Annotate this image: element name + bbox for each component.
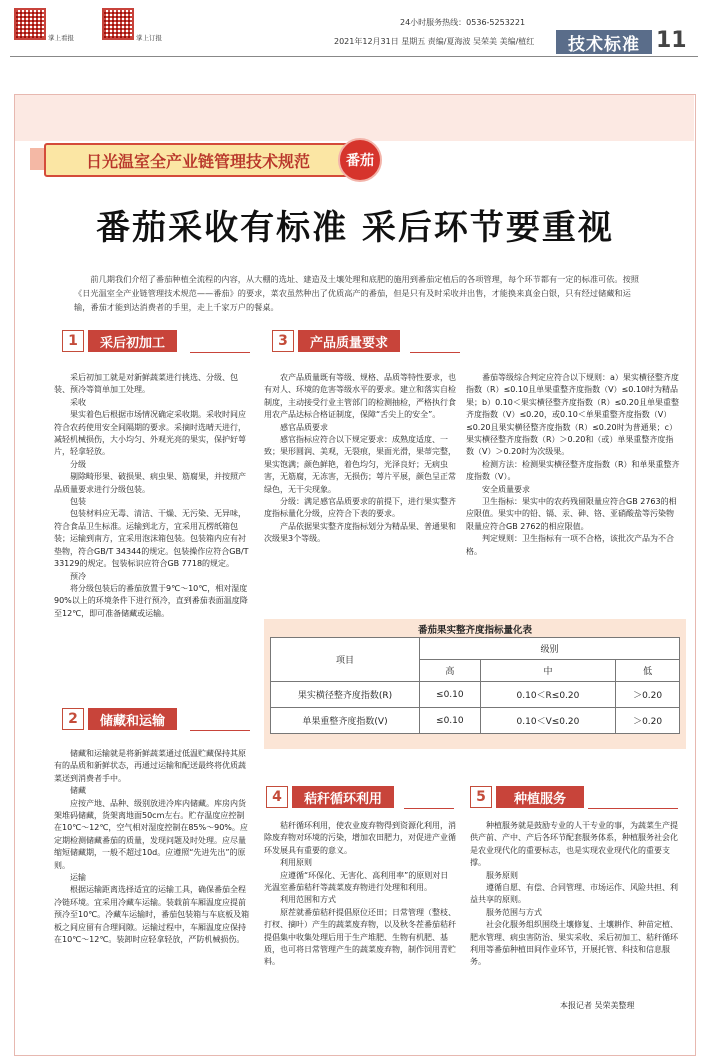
section-1-rule	[190, 352, 250, 353]
section-5-header	[470, 786, 584, 808]
section-4-title: 秸秆循环利用	[292, 786, 394, 808]
uniformity-table	[270, 637, 680, 734]
paragraph: 应遵循“环保化、无害化、高利用率”的原则对日光温室番茄秸秆等蔬菜废弃物进行处理和利用。	[264, 870, 449, 893]
paragraph: 社会化服务组织围绕土壤修复、土壤耕作、种苗定植、肥水管理、病虫害防治、果实采收、采后初加工、秸秆循环利用等番茄种植田间作业环节，开展托管、科技和信息服务。	[470, 920, 678, 967]
paragraph: 秸秆循环利用，使农业废弃物得到资源化利用，消除废弃物对环境的污染，增加农田肥力，对促进产业循环发展具有重要的意义。	[264, 821, 456, 855]
section-tab: 技术标准	[556, 30, 652, 54]
table-grade-low: 低	[616, 660, 680, 682]
section-1-title: 采后初加工	[88, 330, 177, 352]
table-row	[271, 708, 680, 734]
paragraph: 根据运输距离选择适宜的运输工具，确保番茄全程冷链环境。宜采用冷藏车运输。装载前车厢温度应提前预冷至10℃。冷藏车运输时，番茄包装箱与车底板及箱板之间应留有合理间隙。运输过程中，车厢温度应保持在10℃～12℃。装卸时应轻拿轻放，严防机械损伤。	[54, 885, 250, 945]
table-cell: 0.10＜R≤0.20	[480, 682, 616, 708]
tomato-badge: 番茄	[338, 138, 382, 182]
section-1-number: 1	[62, 330, 84, 352]
section-4-number: 4	[266, 786, 288, 808]
table-grade-high: 高	[420, 660, 481, 682]
headline: 番茄采收有标准 采后环节要重视	[96, 208, 614, 248]
subheading: 服务范围与方式	[486, 907, 542, 917]
section-5-title: 种植服务	[496, 786, 584, 808]
qr-code-right[interactable]	[102, 8, 134, 40]
table-row	[271, 682, 680, 708]
table-row-name: 单果重整齐度指数(V)	[271, 708, 420, 734]
section-3-number: 3	[272, 330, 294, 352]
paragraph: 检测方法：检测果实横径整齐度指数（R）和单果重整齐度指数（V）。	[466, 459, 680, 482]
subheading: 服务原则	[486, 870, 518, 880]
col1-top-text	[54, 372, 250, 620]
paragraph: 包装材料应无毒、清洁、干燥、无污染、无异味，符合食品卫生标准。运输到北方，宜采用瓦楞纸箱包装；运输到南方，宜采用泡沫箱包装。包装箱内应有衬垫物，符合GB/T 34344的规定。包装操作应符合GB/T 33129的规定。包装标识应符合GB 7718的规定。	[54, 509, 249, 569]
hotline: 24小时服务热线：0536-5253221	[400, 18, 526, 27]
subheading: 储藏	[70, 786, 86, 796]
paragraph: 应按产地、品种、级别放进冷库内储藏。库房内货架堆码储藏，货架离地面50cm左右。贮存温度应控制在10℃～12℃，空气相对湿度控制在85%～90%。应定期检测储藏番茄的质量，发现问题及时处理。应尽量缩短储藏期，一般不超过10d。应遵照“先进先出”的原则。	[54, 798, 248, 870]
paragraph: 感官指标应符合以下规定要求：成熟度适度、一致；果形圆润、美观，无裂痕，果面光滑，果蒂完整，果实饱满；颜色鲜艳，着色均匀，光泽良好；无病虫害，无筋腐，无冻害，无损伤；萼片平展，颜色呈正常绿色，无干尖现象。	[264, 435, 456, 494]
section-2-number: 2	[62, 708, 84, 730]
col2-top-text	[264, 372, 456, 546]
reporter-byline: 本报记者 吴荣美整理	[560, 1001, 635, 1010]
section-4-rule	[404, 808, 454, 809]
subheading: 分级	[70, 459, 86, 469]
table-cell: ≤0.10	[420, 708, 481, 734]
table-cell: ＞0.20	[616, 682, 680, 708]
table-header-grade: 级别	[420, 638, 680, 660]
table-cell: ＞0.20	[616, 708, 680, 734]
section-2-title: 储藏和运输	[88, 708, 177, 730]
section-4-header	[266, 786, 394, 808]
paragraph: 将分级包装后的番茄放置于9℃～10℃，相对湿度90%以上的环境条件下进行预冷，直到番茄表面温度降至12℃，即可准备储藏或运输。	[54, 583, 248, 618]
qr-code-left[interactable]	[14, 8, 46, 40]
col3-bottom-text	[470, 820, 680, 969]
paragraph: 卫生指标：果实中的农药残留限量应符合GB 2763的相应限值。果实中的铅、镉、汞、砷、铬、亚硝酸盐等污染物限量应符合GB 2762的相应限值。	[466, 497, 677, 531]
section-2-rule	[190, 730, 250, 731]
series-title: 日光温室全产业链管理技术规范	[44, 143, 352, 177]
paragraph: 种植服务就是鼓励专业的人干专业的事，为蔬菜生产提供产前、产中、产后各环节配套服务体系，种植服务社会化是农业现代化的重要标志，也是实现农业现代化的重要支撑。	[470, 821, 678, 868]
paragraph: 番茄等级综合判定应符合以下规则：a）果实横径整齐度指数（R）≤0.10且单果重整齐度指数（V）≤0.10时为精品果；b）0.10＜果实横径整齐度指数（R）≤0.20且单果重整齐度指数（V）≤0.20，或0.10＜单果重整齐度指数（V）≤0.20且果实横径整齐度指数（R）≤0.20时为普通果；c）果实横径整齐度指数（R）＞0.20和（或）单果重整齐度指数（V）＞0.20时为次级果。	[466, 373, 679, 457]
section-1-header	[62, 330, 177, 352]
subheading: 利用原则	[280, 858, 312, 868]
table-header-item: 项目	[271, 638, 420, 682]
date-line: 2021年12月31日 星期五 责编/夏海波 吴荣美 美编/植红	[334, 37, 535, 46]
paragraph: 遵循自愿、有偿、合同管理、市场运作、风险共担、利益共享的原则。	[470, 883, 678, 905]
col3-top-text	[466, 372, 680, 558]
col1-bottom-text	[54, 748, 250, 947]
paragraph: 储藏和运输就是将新鲜蔬菜通过低温贮藏保持其原有的品质和新鲜状态，再通过运输和配送最终将优质蔬菜送到消费者手中。	[54, 749, 246, 783]
table-row-name: 果实横径整齐度指数(R)	[271, 682, 420, 708]
subheading: 感官品质要求	[280, 422, 328, 432]
col2-bottom-text	[264, 820, 456, 969]
section-2-header	[62, 708, 177, 730]
section-3-title: 产品质量要求	[298, 330, 400, 352]
subheading: 采收	[70, 397, 86, 407]
section-3-header	[272, 330, 400, 352]
paragraph: 分级：满足感官品质要求的前提下，进行果实整齐度指标量化分级，应符合下表的要求。	[264, 497, 456, 519]
qr-right-label: 掌上订报	[136, 34, 162, 42]
paragraph: 农产品质量既有等级、规格、品质等特性要求，也有对人、环境的危害等级水平的要求。建立和落实自检制度，主动接受行业主管部门的检测抽检，严格执行食用农产品达标合格证制度，保障“舌尖上的安全”。	[264, 373, 456, 420]
header-rule	[10, 56, 698, 57]
subheading: 运输	[70, 873, 86, 883]
qr-left-label: 掌上看报	[48, 34, 74, 42]
paragraph: 判定规则：卫生指标有一项不合格，该批次产品为不合格。	[466, 534, 674, 556]
subheading: 安全质量要求	[482, 484, 530, 494]
paragraph: 果实着色后根据市场情况确定采收期。采收时间应符合农药使用安全间隔期的要求。采摘时选晴天进行，减轻机械损伤，大小均匀、外观光亮的果实，保护好萼片，轻拿轻放。	[54, 410, 246, 457]
subheading: 预冷	[70, 571, 86, 581]
table-cell: 0.10＜V≤0.20	[480, 708, 616, 734]
paragraph: 原茬就番茄秸秆提倡原位还田；日常管理（整枝、打杈、摘叶）产生的蔬菜废弃物，以及秋冬茬番茄秸秆提倡集中收集处理后用于生产堆肥、生物有机肥、基质，也可将日常管理产生的蔬菜废弃物，制作饲用青贮料。	[264, 907, 456, 967]
table-title: 番茄果实整齐度指标量化表	[417, 625, 532, 636]
paragraph: 剔除畸形果、破损果、病虫果、筋腐果，并按照产品质量要求进行分级包装。	[54, 472, 246, 494]
top-band	[15, 95, 694, 141]
page-number: 11	[656, 28, 687, 53]
table-cell: ≤0.10	[420, 682, 481, 708]
paragraph: 产品依据果实整齐度指标划分为精品果、普通果和次级果3个等级。	[264, 521, 456, 544]
subheading: 利用范围和方式	[280, 895, 336, 905]
subheading: 包装	[70, 497, 86, 507]
section-5-number: 5	[470, 786, 492, 808]
paragraph: 采后初加工就是对新鲜蔬菜进行挑选、分级、包装、预冷等简单加工处理。	[54, 373, 238, 395]
table-grade-mid: 中	[480, 660, 616, 682]
section-3-rule	[410, 352, 460, 353]
section-5-rule	[588, 808, 678, 809]
intro-paragraph: 前几期我们介绍了番茄种植全流程的内容，从大棚的选址、建造及土壤处理和底肥的施用到番茄定植后的各项管理，每个环节都有一定的标准可依。按照《日光温室全产业链管理技术规范——番茄》的要求，菜农虽然种出了优质高产的番茄，但是只有及时采收并出售，才能换来真金白银，只有经过储藏和运输，番茄才能到达消费者的手里，走上千家万户的餐桌。	[74, 274, 639, 312]
